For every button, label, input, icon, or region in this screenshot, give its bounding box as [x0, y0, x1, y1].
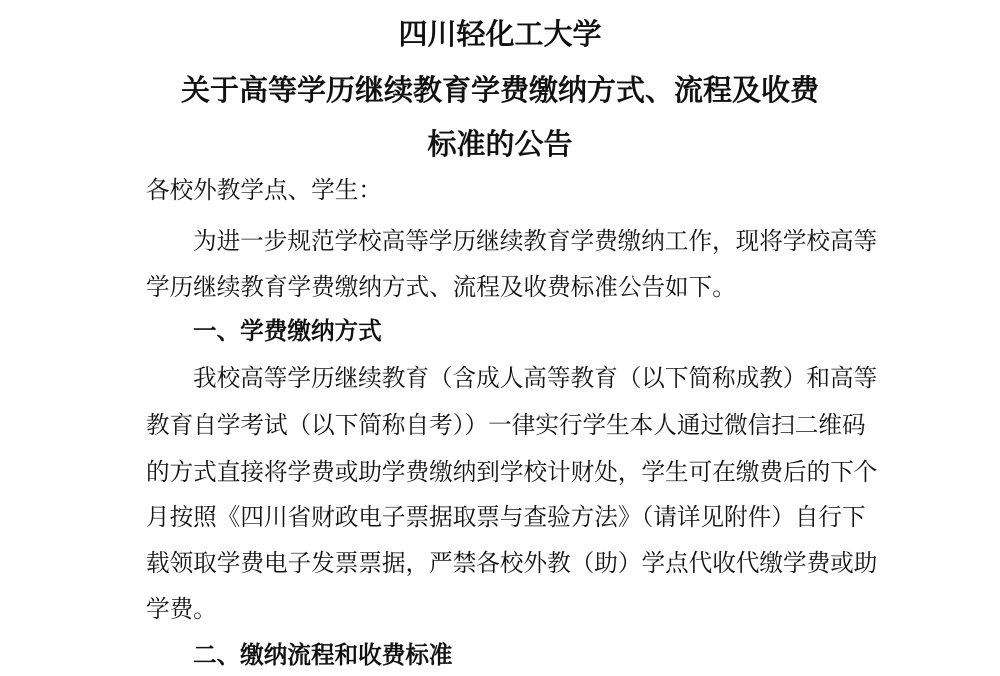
section1-paragraph-line: 我校高等学历继续教育（含成人高等教育（以下简称成教）和高等	[193, 364, 878, 392]
section1-paragraph-line: 学费。	[146, 595, 217, 623]
section1-paragraph-line: 教育自学考试（以下简称自考））一律实行学生本人通过微信扫二维码	[146, 411, 866, 439]
intro-paragraph-line: 学历继续教育学费缴纳方式、流程及收费标准公告如下。	[146, 273, 736, 301]
section-heading-payment-method: 一、学费缴纳方式	[193, 317, 382, 345]
section1-paragraph-line: 月按照《四川省财政电子票据取票与查验方法》（请详见附件）自行下	[146, 503, 866, 531]
section1-paragraph-line: 的方式直接将学费或助学费缴纳到学校计财处，学生可在缴费后的下个	[146, 458, 878, 486]
section-heading-process-and-fees: 二、缴纳流程和收费标准	[193, 641, 453, 669]
title-announcement-line2: 标准的公告	[427, 127, 573, 161]
title-announcement-line1: 关于高等学历继续教育学费缴纳方式、流程及收费	[180, 73, 819, 107]
section1-paragraph-line: 载领取学费电子发票票据，严禁各校外教（助）学点代收代缴学费或助	[146, 549, 878, 577]
intro-paragraph-line: 为进一步规范学校高等学历继续教育学费缴纳工作，现将学校高等	[193, 227, 878, 255]
title-university: 四川轻化工大学	[398, 17, 602, 51]
salutation: 各校外教学点、学生：	[146, 176, 382, 204]
